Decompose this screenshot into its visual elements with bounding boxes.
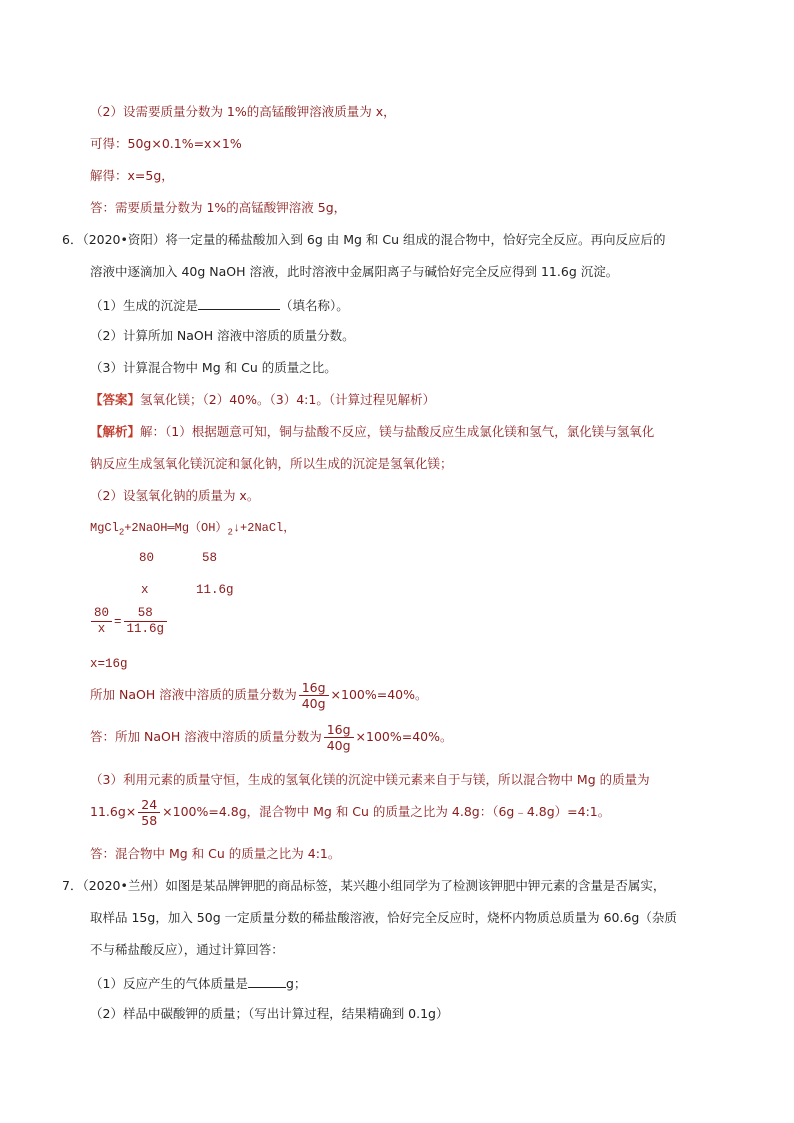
- molar-mass-58: 58: [202, 551, 218, 565]
- result-x: x=16g: [90, 657, 128, 671]
- question-stem: （2020•资阳）将一定量的稀盐酸加入到 6g 由 Mg 和 Cu 组成的混合物中，恰好完全反应。再向反应后的: [82, 232, 666, 247]
- question-6-sub-1: （1）生成的沉淀是 （填名称）。: [90, 298, 349, 313]
- question-7-stem-line-2: 取样品 15g，加入 50g 一定质量分数的稀盐酸溶液，恰好完全反应时，烧杯内物质总质量为 60.6g（杂质: [90, 910, 677, 925]
- analysis-line-3: （2）设氢氧化钠的质量为 x。: [90, 488, 260, 503]
- analysis-line-1: 【解析】解：（1）根据题意可知，铜与盐酸不反应，镁与盐酸反应生成氯化镁和氢气，氯化镁与氢氧化: [90, 424, 655, 439]
- prev-solution-line-2: 可得：50g×0.1%=x×1%: [90, 136, 242, 151]
- fraction-58-11.6g: $\frac{58}{11.6g}$: [124, 606, 168, 637]
- question-6: [62, 232, 666, 248]
- mass-fraction-line: 所加 NaOH 溶液中溶质的质量分数为 $\frac{16g}{40g}$ ×100%=40%。: [90, 680, 428, 711]
- fraction-16g-40g: $\frac{16g}{40g}$: [324, 722, 354, 753]
- part-3-line-2: 11.6g× $\frac{24}{58}$ ×100%=4.8g，混合物中 Mg 和 Cu 的质量之比为 4.8g：（6g﹣4.8g）=4:1。: [90, 797, 611, 828]
- fraction-16g-40g: $\frac{16g}{40g}$: [299, 680, 329, 711]
- question-7: [62, 878, 665, 894]
- question-6-stem-line-2: 溶液中逐滴加入 40g NaOH 溶液，此时溶液中金属阳离子与碱恰好完全反应得到 11.6g 沉淀。: [90, 264, 619, 279]
- question-7-sub-2: （2）样品中碳酸钾的质量；（写出计算过程，结果精确到 0.1g）: [90, 1006, 449, 1021]
- prev-solution-line-3: 解得：x=5g，: [90, 168, 174, 183]
- question-7-sub-1: （1）反应产生的气体质量是 g；: [90, 976, 307, 991]
- answer-tag: 【答案】: [90, 392, 141, 407]
- unknown-x: x: [141, 583, 149, 597]
- question-stem: （2020•兰州）如图是某品牌钾肥的商品标签，某兴趣小组同学为了检测该钾肥中钾元素的含量是否属实，: [82, 878, 666, 893]
- chemical-equation: $MgCl_2+2NaOH═Mg(OH)_2↓+2NaCl$，: [90, 521, 296, 538]
- answer-blank: [198, 296, 280, 310]
- question-number: 6．: [62, 232, 83, 247]
- prev-solution-line-1: （2）设需要质量分数为 1%的高锰酸钾溶液质量为 x，: [90, 104, 396, 119]
- fraction-80-x: $\frac{80}{x}$: [91, 606, 112, 637]
- molar-mass-80: 80: [139, 551, 155, 565]
- proportion: $\frac{80}{x}$ = $\frac{58}{11.6g}$: [89, 606, 169, 637]
- prev-solution-line-4: 答：需要质量分数为 1%的高锰酸钾溶液 5g，: [90, 200, 347, 215]
- answer-text: 氢氧化镁；（2）40%。（3）4:1。（计算过程见解析）: [140, 392, 436, 407]
- answer-2-line: 答：所加 NaOH 溶液中溶质的质量分数为 $\frac{16g}{40g}$ ×100%=40%。: [90, 722, 453, 753]
- question-6-sub-2: （2）计算所加 NaOH 溶液中溶质的质量分数。: [90, 328, 355, 343]
- fraction-24-58: $\frac{24}{58}$: [138, 797, 160, 828]
- part-3-line-1: （3）利用元素的质量守恒，生成的氢氧化镁的沉淀中镁元素来自于与镁，所以混合物中 Mg 的质量为: [90, 772, 650, 787]
- analysis-line-2: 钠反应生成氢氧化镁沉淀和氯化钠，所以生成的沉淀是氢氧化镁；: [90, 456, 453, 471]
- question-7-stem-line-3: 不与稀盐酸反应），通过计算回答：: [90, 942, 284, 957]
- answer-blank: [248, 974, 286, 988]
- question-6-sub-3: （3）计算混合物中 Mg 和 Cu 的质量之比。: [90, 360, 337, 375]
- question-number: 7．: [62, 878, 83, 893]
- answer-3-line: 答：混合物中 Mg 和 Cu 的质量之比为 4:1。: [90, 846, 341, 861]
- answer-line: [90, 392, 435, 408]
- known-mass: 11.6g: [196, 583, 234, 597]
- analysis-tag: 【解析】: [90, 424, 141, 439]
